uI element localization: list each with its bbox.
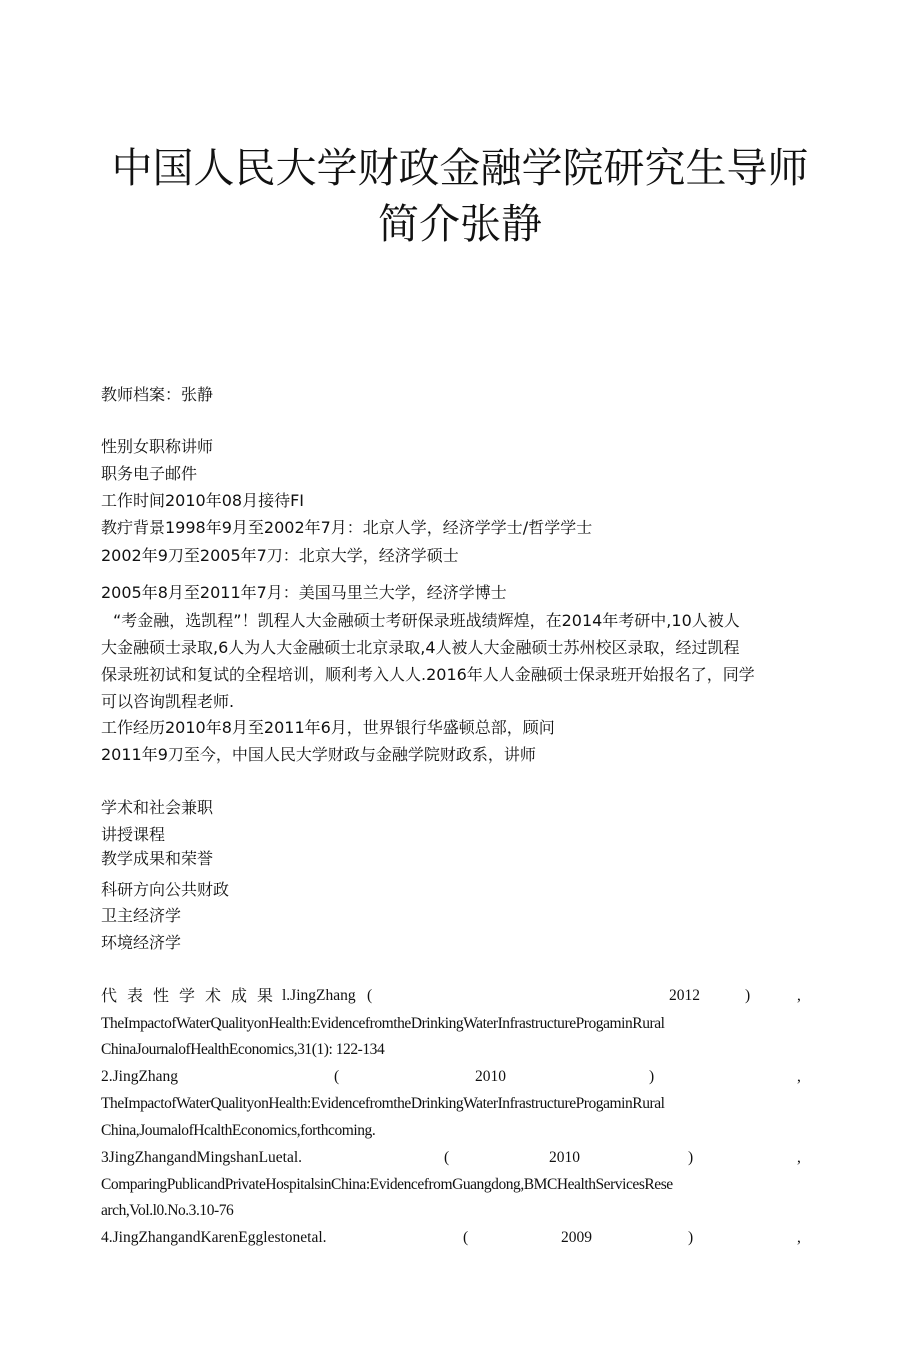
publication-2-line-3: China,JoumalofHcalthEconomics,forthcoming. xyxy=(101,1122,376,1139)
gender-title: 性别女职称讲师 xyxy=(101,437,214,456)
publication-2-close: ) xyxy=(649,1068,655,1085)
section-honors: 教学成果和荣誉 xyxy=(101,849,214,868)
publication-3-open: ( xyxy=(444,1149,450,1166)
publication-4-close: ) xyxy=(688,1229,694,1246)
section-academic: 学术和社会兼职 xyxy=(101,798,214,817)
publication-1-comma: , xyxy=(797,987,801,1004)
publication-1-authors: l.JingZhang xyxy=(282,987,356,1004)
research-health: 卫主经济学 xyxy=(101,906,182,925)
experience-line-1: 工作经历2010年8月至2011年6月，世界银行华盛顿总部，顾问 xyxy=(101,718,555,737)
publication-4-open: ( xyxy=(463,1229,469,1246)
education-2: 2002年9刀至2005年7刀：北京大学，经济学硕士 xyxy=(101,546,459,565)
ad-line-2: 大金融硕士录取,6人为人大金融硕士北京录取,4人被人大金融硕士苏州校区录取，经过凯程 xyxy=(101,638,740,657)
experience-line-2: 2011年9刀至今，中国人民大学财政与金融学院财政系，讲师 xyxy=(101,745,536,764)
section-research: 科研方向公共财政 xyxy=(101,880,230,899)
publication-2-line-2: TheImpactofWaterQualityonHealth:EvidencefromtheDrinkingWaterInfrastructureProgaminRural xyxy=(101,1095,665,1112)
publication-1-line-2: TheImpactofWaterQualityonHealth:EvidencefromtheDrinkingWaterInfrastructureProgaminRural xyxy=(101,1015,665,1032)
title-line-2: 简介张静 xyxy=(378,200,542,248)
publication-4-year: 2009 xyxy=(561,1229,592,1246)
publication-3-close: ) xyxy=(688,1149,694,1166)
publication-4-authors: 4.JingZhangandKarenEgglestonetal. xyxy=(101,1229,327,1246)
education-3: 2005年8月至2011年7月：美国马里兰大学，经济学博士 xyxy=(101,583,507,602)
publication-3-year: 2010 xyxy=(549,1149,580,1166)
work-time: 工作时间2010年08月接待FI xyxy=(101,491,305,510)
publication-3-authors: 3JingZhangandMingshanLuetal. xyxy=(101,1149,303,1166)
title-line-1: 中国人民大学财政金融学院研究生导师 xyxy=(111,144,809,192)
publication-2-open: ( xyxy=(334,1068,340,1085)
publication-2-comma: , xyxy=(797,1068,801,1085)
ad-line-4: 可以咨询凯程老师. xyxy=(101,692,235,711)
publication-3-line-2: ComparingPublicandPrivateHospitalsinChina:EvidencefromGuangdong,BMCHealthServicesRese xyxy=(101,1176,673,1193)
education-1: 教疔背景1998年9月至2002年7月：北京人学，经济学学士/哲学学士 xyxy=(101,518,593,537)
publication-1-close: ) xyxy=(745,987,751,1004)
profile-header: 教师档案：张静 xyxy=(101,385,214,404)
section-courses: 讲授课程 xyxy=(101,825,166,844)
publication-4-comma: , xyxy=(797,1229,801,1246)
publication-2-authors: 2.JingZhang xyxy=(101,1068,179,1085)
publication-3-line-3: arch,Vol.l0.No.3.10-76 xyxy=(101,1202,234,1219)
publication-2-year: 2010 xyxy=(475,1068,506,1085)
page-title xyxy=(60,140,860,252)
research-environment: 环境经济学 xyxy=(101,933,182,952)
publication-1-year: 2012 xyxy=(669,987,700,1004)
ad-line-1: “考金融，选凯程”！凯程人大金融硕士考研保录班战绩辉煌，在2014年考研中,10人被人 xyxy=(113,611,740,630)
publications-heading: 代表性学术成果 xyxy=(101,986,284,1005)
publication-1-line-3: ChinaJournalofHealthEconomics,31(1): 122-134 xyxy=(101,1041,385,1058)
ad-line-3: 保录班初试和复试的全程培训，顺利考入人人.2016年人人金融硕士保录班开始报名了，同学 xyxy=(101,665,755,684)
publication-3-comma: , xyxy=(797,1149,801,1166)
position-email: 职务电子邮件 xyxy=(101,464,198,483)
publication-1-open: ( xyxy=(367,987,373,1004)
